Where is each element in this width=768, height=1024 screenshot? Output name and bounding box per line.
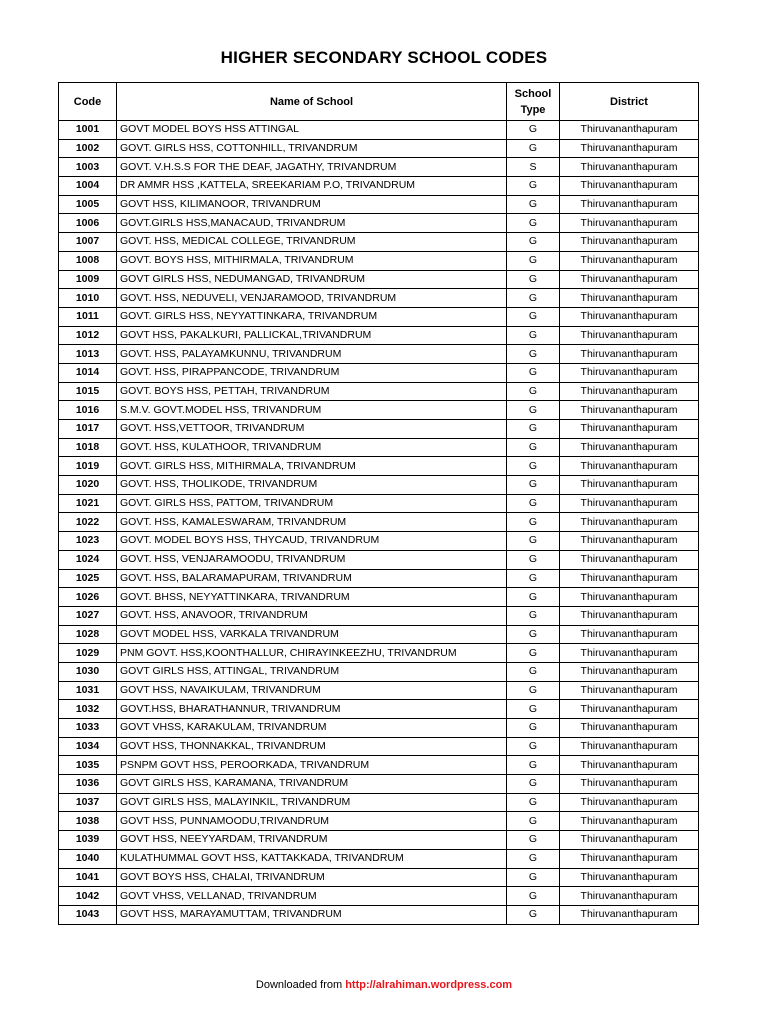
table-body: [59, 121, 699, 925]
school-name: GOVT. HSS, BALARAMAPURAM, TRIVANDRUM: [117, 569, 507, 588]
school-district: Thiruvananthapuram: [560, 307, 699, 326]
table-row: [59, 457, 699, 476]
school-district: Thiruvananthapuram: [560, 382, 699, 401]
school-name: DR AMMR HSS ,KATTELA, SREEKARIAM P.O, TRIVANDRUM: [117, 177, 507, 196]
school-code: 1010: [59, 289, 117, 308]
school-name: GOVT HSS, MARAYAMUTTAM, TRIVANDRUM: [117, 905, 507, 924]
school-name: GOVT.GIRLS HSS,MANACAUD, TRIVANDRUM: [117, 214, 507, 233]
school-code: 1039: [59, 831, 117, 850]
school-code: 1003: [59, 158, 117, 177]
school-name: GOVT. GIRLS HSS, MITHIRMALA, TRIVANDRUM: [117, 457, 507, 476]
school-type: G: [507, 625, 560, 644]
school-district: Thiruvananthapuram: [560, 139, 699, 158]
school-district: Thiruvananthapuram: [560, 756, 699, 775]
school-district: Thiruvananthapuram: [560, 177, 699, 196]
table-row: [59, 887, 699, 906]
school-type: G: [507, 289, 560, 308]
school-code: 1006: [59, 214, 117, 233]
school-district: Thiruvananthapuram: [560, 775, 699, 794]
school-code: 1034: [59, 737, 117, 756]
school-name: GOVT. HSS, PALAYAMKUNNU, TRIVANDRUM: [117, 345, 507, 364]
table-row: [59, 158, 699, 177]
table-row: [59, 681, 699, 700]
school-district: Thiruvananthapuram: [560, 420, 699, 439]
school-type: G: [507, 550, 560, 569]
school-code: 1008: [59, 251, 117, 270]
school-code: 1038: [59, 812, 117, 831]
school-type: G: [507, 532, 560, 551]
school-name: GOVT VHSS, VELLANAD, TRIVANDRUM: [117, 887, 507, 906]
table-row: [59, 719, 699, 738]
school-code: 1042: [59, 887, 117, 906]
table-row: [59, 812, 699, 831]
school-name: GOVT. GIRLS HSS, NEYYATTINKARA, TRIVANDRUM: [117, 307, 507, 326]
school-name: GOVT. HSS, KULATHOOR, TRIVANDRUM: [117, 438, 507, 457]
school-name: GOVT. HSS, VENJARAMOODU, TRIVANDRUM: [117, 550, 507, 569]
school-name: KULATHUMMAL GOVT HSS, KATTAKKADA, TRIVANDRUM: [117, 849, 507, 868]
school-district: Thiruvananthapuram: [560, 719, 699, 738]
table-row: [59, 756, 699, 775]
table-row: [59, 700, 699, 719]
school-district: Thiruvananthapuram: [560, 831, 699, 850]
school-name: GOVT. HSS, MEDICAL COLLEGE, TRIVANDRUM: [117, 233, 507, 252]
school-name: GOVT. BHSS, NEYYATTINKARA, TRIVANDRUM: [117, 588, 507, 607]
school-type: G: [507, 420, 560, 439]
school-name: GOVT HSS, PAKALKURI, PALLICKAL,TRIVANDRUM: [117, 326, 507, 345]
school-code: 1041: [59, 868, 117, 887]
school-district: Thiruvananthapuram: [560, 793, 699, 812]
school-type: G: [507, 849, 560, 868]
school-type: G: [507, 513, 560, 532]
school-district: Thiruvananthapuram: [560, 681, 699, 700]
footer-link[interactable]: http://alrahiman.wordpress.com: [345, 979, 513, 991]
school-district: Thiruvananthapuram: [560, 158, 699, 177]
school-code: 1027: [59, 606, 117, 625]
school-code: 1013: [59, 345, 117, 364]
school-name: GOVT. HSS, KAMALESWARAM, TRIVANDRUM: [117, 513, 507, 532]
table-row: [59, 476, 699, 495]
table-row: [59, 233, 699, 252]
header-name: Name of School: [117, 83, 507, 121]
school-name: GOVT. HSS, PIRAPPANCODE, TRIVANDRUM: [117, 363, 507, 382]
school-type: G: [507, 868, 560, 887]
school-type: S: [507, 158, 560, 177]
school-type: G: [507, 812, 560, 831]
school-name: GOVT GIRLS HSS, ATTINGAL, TRIVANDRUM: [117, 662, 507, 681]
school-name: S.M.V. GOVT.MODEL HSS, TRIVANDRUM: [117, 401, 507, 420]
school-code: 1018: [59, 438, 117, 457]
school-type: G: [507, 177, 560, 196]
school-district: Thiruvananthapuram: [560, 569, 699, 588]
school-code: 1037: [59, 793, 117, 812]
school-district: Thiruvananthapuram: [560, 606, 699, 625]
school-code: 1029: [59, 644, 117, 663]
school-district: Thiruvananthapuram: [560, 588, 699, 607]
table-row: [59, 625, 699, 644]
table-row: [59, 588, 699, 607]
school-name: GOVT MODEL HSS, VARKALA TRIVANDRUM: [117, 625, 507, 644]
school-code: 1020: [59, 476, 117, 495]
school-type: G: [507, 775, 560, 794]
school-type: G: [507, 569, 560, 588]
school-district: Thiruvananthapuram: [560, 868, 699, 887]
school-type: G: [507, 139, 560, 158]
school-code: 1012: [59, 326, 117, 345]
school-code: 1028: [59, 625, 117, 644]
table-row: [59, 868, 699, 887]
school-code: 1023: [59, 532, 117, 551]
table-row: [59, 662, 699, 681]
school-district: Thiruvananthapuram: [560, 345, 699, 364]
school-district: Thiruvananthapuram: [560, 251, 699, 270]
school-district: Thiruvananthapuram: [560, 289, 699, 308]
school-code: 1001: [59, 121, 117, 140]
school-district: Thiruvananthapuram: [560, 363, 699, 382]
school-code: 1007: [59, 233, 117, 252]
school-type: G: [507, 831, 560, 850]
school-district: Thiruvananthapuram: [560, 532, 699, 551]
school-district: Thiruvananthapuram: [560, 401, 699, 420]
school-district: Thiruvananthapuram: [560, 550, 699, 569]
school-code: 1043: [59, 905, 117, 924]
header-type-line2: Type: [520, 103, 546, 116]
school-district: Thiruvananthapuram: [560, 812, 699, 831]
table-row: [59, 270, 699, 289]
table-row: [59, 307, 699, 326]
school-type: G: [507, 382, 560, 401]
school-code: 1032: [59, 700, 117, 719]
school-name: GOVT. GIRLS HSS, PATTOM, TRIVANDRUM: [117, 494, 507, 513]
school-district: Thiruvananthapuram: [560, 476, 699, 495]
table-row: [59, 363, 699, 382]
school-type: G: [507, 307, 560, 326]
table-row: [59, 532, 699, 551]
school-code: 1030: [59, 662, 117, 681]
table-row: [59, 177, 699, 196]
school-type: G: [507, 326, 560, 345]
school-name: GOVT HSS, NEEYYARDAM, TRIVANDRUM: [117, 831, 507, 850]
table-row: [59, 251, 699, 270]
school-district: Thiruvananthapuram: [560, 121, 699, 140]
table-row: [59, 775, 699, 794]
school-district: Thiruvananthapuram: [560, 270, 699, 289]
school-code: 1036: [59, 775, 117, 794]
school-codes-table: [58, 82, 699, 925]
school-code: 1009: [59, 270, 117, 289]
school-code: 1021: [59, 494, 117, 513]
school-name: GOVT HSS, KILIMANOOR, TRIVANDRUM: [117, 195, 507, 214]
table-row: [59, 905, 699, 924]
school-type: G: [507, 401, 560, 420]
table-row: [59, 420, 699, 439]
school-district: Thiruvananthapuram: [560, 326, 699, 345]
school-name: GOVT VHSS, KARAKULAM, TRIVANDRUM: [117, 719, 507, 738]
school-type: G: [507, 345, 560, 364]
school-name: GOVT. V.H.S.S FOR THE DEAF, JAGATHY, TRIVANDRUM: [117, 158, 507, 177]
school-district: Thiruvananthapuram: [560, 644, 699, 663]
school-code: 1014: [59, 363, 117, 382]
school-type: G: [507, 476, 560, 495]
school-type: G: [507, 737, 560, 756]
school-type: G: [507, 270, 560, 289]
school-name: GOVT. BOYS HSS, MITHIRMALA, TRIVANDRUM: [117, 251, 507, 270]
table-row: [59, 494, 699, 513]
table-row: [59, 382, 699, 401]
school-code: 1015: [59, 382, 117, 401]
school-name: GOVT GIRLS HSS, NEDUMANGAD, TRIVANDRUM: [117, 270, 507, 289]
footer: [0, 979, 768, 991]
school-type: G: [507, 363, 560, 382]
school-name: GOVT.HSS, BHARATHANNUR, TRIVANDRUM: [117, 700, 507, 719]
school-type: G: [507, 195, 560, 214]
school-type: G: [507, 887, 560, 906]
school-code: 1022: [59, 513, 117, 532]
table-row: [59, 438, 699, 457]
school-type: G: [507, 457, 560, 476]
school-name: GOVT. GIRLS HSS, COTTONHILL, TRIVANDRUM: [117, 139, 507, 158]
table-row: [59, 569, 699, 588]
header-district: District: [560, 83, 699, 121]
school-type: G: [507, 793, 560, 812]
table-row: [59, 195, 699, 214]
school-district: Thiruvananthapuram: [560, 494, 699, 513]
school-code: 1004: [59, 177, 117, 196]
school-name: GOVT GIRLS HSS, MALAYINKIL, TRIVANDRUM: [117, 793, 507, 812]
school-district: Thiruvananthapuram: [560, 737, 699, 756]
header-type-line1: School: [514, 87, 552, 100]
school-code: 1033: [59, 719, 117, 738]
table-row: [59, 737, 699, 756]
school-district: Thiruvananthapuram: [560, 214, 699, 233]
school-code: 1011: [59, 307, 117, 326]
school-district: Thiruvananthapuram: [560, 849, 699, 868]
table-row: [59, 606, 699, 625]
school-district: Thiruvananthapuram: [560, 513, 699, 532]
school-district: Thiruvananthapuram: [560, 625, 699, 644]
school-type: G: [507, 681, 560, 700]
header-school-type: [507, 83, 560, 121]
school-name: GOVT. HSS, THOLIKODE, TRIVANDRUM: [117, 476, 507, 495]
school-name: GOVT. HSS,VETTOOR, TRIVANDRUM: [117, 420, 507, 439]
school-code: 1026: [59, 588, 117, 607]
school-name: GOVT. HSS, NEDUVELI, VENJARAMOOD, TRIVANDRUM: [117, 289, 507, 308]
school-name: GOVT. MODEL BOYS HSS, THYCAUD, TRIVANDRUM: [117, 532, 507, 551]
school-code: 1019: [59, 457, 117, 476]
table-row: [59, 849, 699, 868]
school-type: G: [507, 606, 560, 625]
school-district: Thiruvananthapuram: [560, 233, 699, 252]
school-name: GOVT BOYS HSS, CHALAI, TRIVANDRUM: [117, 868, 507, 887]
school-name: GOVT GIRLS HSS, KARAMANA, TRIVANDRUM: [117, 775, 507, 794]
school-district: Thiruvananthapuram: [560, 887, 699, 906]
school-type: G: [507, 662, 560, 681]
school-district: Thiruvananthapuram: [560, 195, 699, 214]
table-row: [59, 121, 699, 140]
school-name: GOVT MODEL BOYS HSS ATTINGAL: [117, 121, 507, 140]
school-name: PSNPM GOVT HSS, PEROORKADA, TRIVANDRUM: [117, 756, 507, 775]
table-row: [59, 289, 699, 308]
school-name: GOVT. HSS, ANAVOOR, TRIVANDRUM: [117, 606, 507, 625]
header-code: Code: [59, 83, 117, 121]
footer-prefix: Downloaded from: [255, 979, 346, 991]
school-type: G: [507, 700, 560, 719]
school-type: G: [507, 905, 560, 924]
table-row: [59, 550, 699, 569]
table-row: [59, 401, 699, 420]
school-code: 1031: [59, 681, 117, 700]
school-name: GOVT HSS, PUNNAMOODU,TRIVANDRUM: [117, 812, 507, 831]
table-header-row: [59, 83, 699, 121]
table-row: [59, 793, 699, 812]
school-name: GOVT HSS, THONNAKKAL, TRIVANDRUM: [117, 737, 507, 756]
table-row: [59, 214, 699, 233]
school-code: 1017: [59, 420, 117, 439]
table-row: [59, 513, 699, 532]
school-type: G: [507, 588, 560, 607]
school-code: 1005: [59, 195, 117, 214]
school-type: G: [507, 719, 560, 738]
table-row: [59, 139, 699, 158]
school-district: Thiruvananthapuram: [560, 700, 699, 719]
school-district: Thiruvananthapuram: [560, 662, 699, 681]
school-type: G: [507, 214, 560, 233]
school-district: Thiruvananthapuram: [560, 438, 699, 457]
table-row: [59, 326, 699, 345]
school-type: G: [507, 438, 560, 457]
school-code: 1024: [59, 550, 117, 569]
school-district: Thiruvananthapuram: [560, 905, 699, 924]
school-type: G: [507, 121, 560, 140]
table-row: [59, 345, 699, 364]
school-code: 1040: [59, 849, 117, 868]
school-code: 1025: [59, 569, 117, 588]
school-type: G: [507, 494, 560, 513]
school-name: PNM GOVT. HSS,KOONTHALLUR, CHIRAYINKEEZHU, TRIVANDRUM: [117, 644, 507, 663]
school-code: 1016: [59, 401, 117, 420]
school-type: G: [507, 644, 560, 663]
school-type: G: [507, 251, 560, 270]
school-name: GOVT. BOYS HSS, PETTAH, TRIVANDRUM: [117, 382, 507, 401]
school-type: G: [507, 233, 560, 252]
page-title: HIGHER SECONDARY SCHOOL CODES: [220, 48, 548, 67]
school-type: G: [507, 756, 560, 775]
school-name: GOVT HSS, NAVAIKULAM, TRIVANDRUM: [117, 681, 507, 700]
school-code: 1002: [59, 139, 117, 158]
school-district: Thiruvananthapuram: [560, 457, 699, 476]
table-row: [59, 644, 699, 663]
school-code: 1035: [59, 756, 117, 775]
table-row: [59, 831, 699, 850]
